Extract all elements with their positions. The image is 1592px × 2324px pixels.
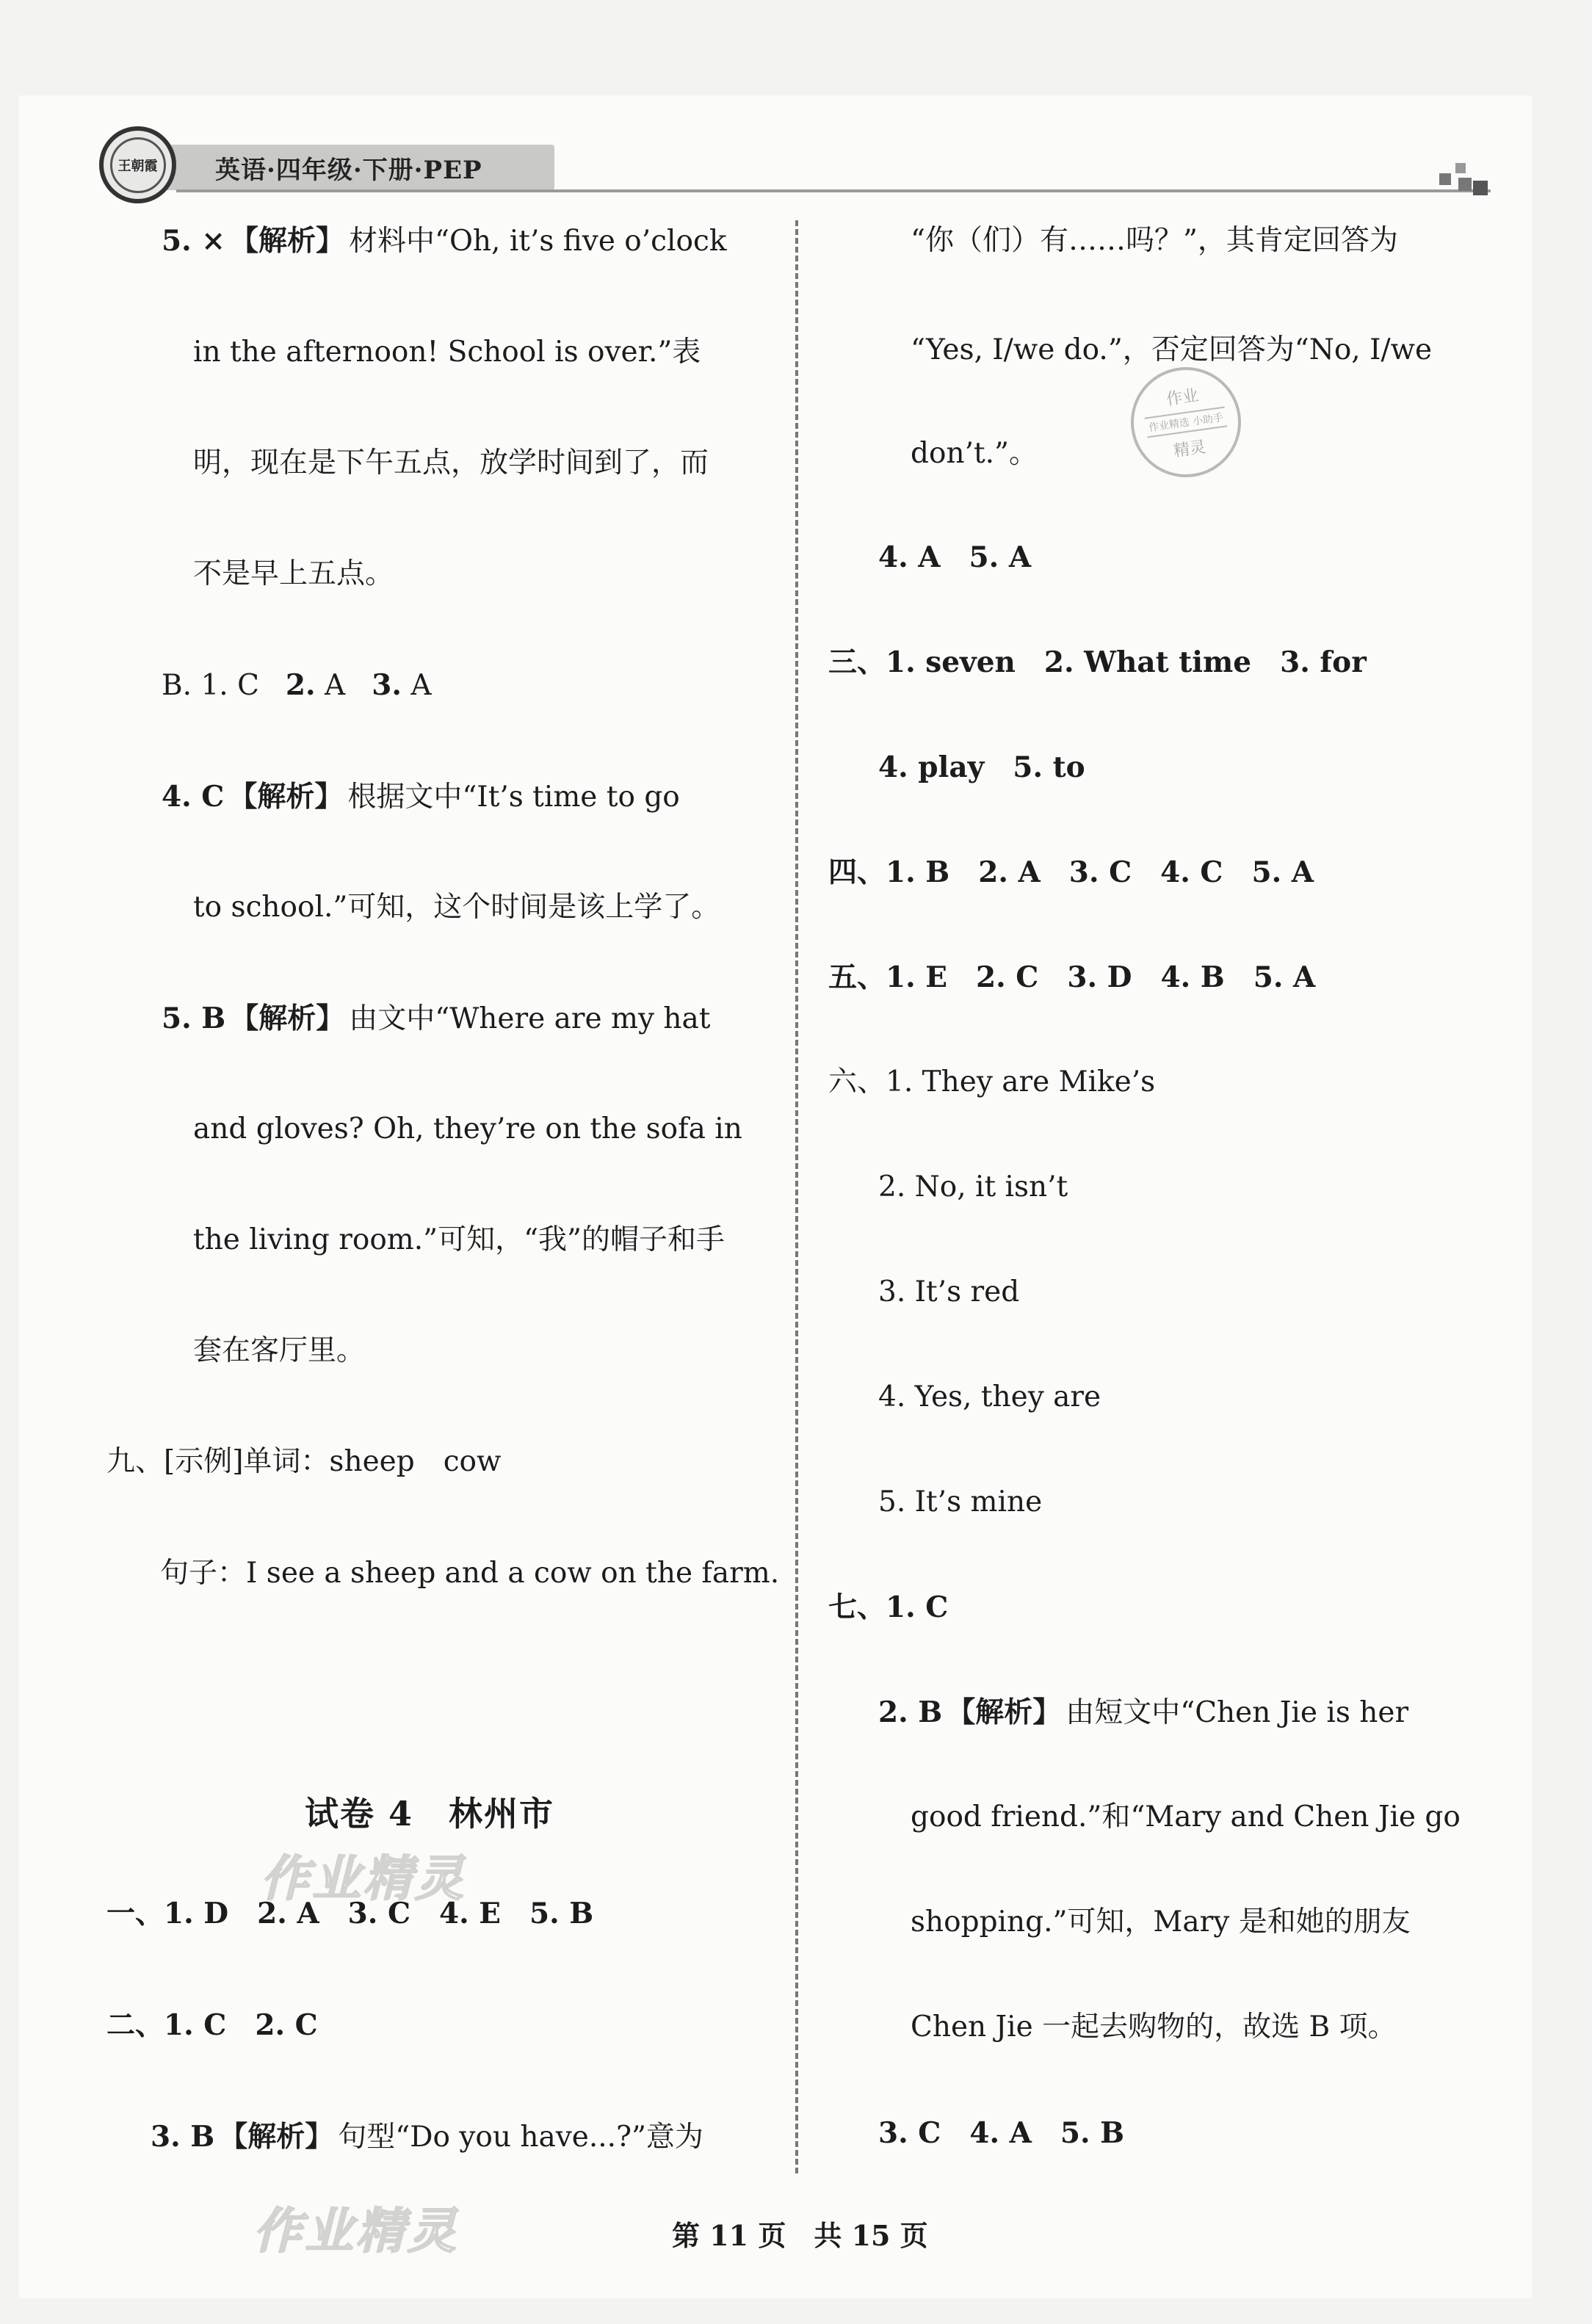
left-line-15: 二、1. C 2. C: [106, 2008, 318, 2042]
right-line-5: 三、1. seven 2. What time 3. for: [828, 645, 1367, 679]
left-line-2: in the afternoon! School is over.”表: [193, 336, 701, 369]
publisher-logo: [99, 126, 176, 203]
left-line-13: 句子：I see a sheep and a cow on the farm.: [160, 1557, 780, 1590]
right-line-13: 5. It’s mine: [878, 1485, 1043, 1518]
right-line-2: “Yes, I/we do.”，否定回答为“No, I/we: [911, 333, 1433, 366]
right-line-17: shopping.”可知，Mary 是和她的朋友: [911, 1905, 1411, 1939]
stamp-top: 作业: [1165, 386, 1200, 410]
header-banner: [158, 145, 554, 190]
left-line-8: 5. B 【解析】 由文中“Where are my hat: [162, 1002, 711, 1035]
left-line-14: 一、1. D 2. A 3. C 4. E 5. B: [106, 1897, 594, 1930]
right-line-4: 4. A 5. A: [878, 540, 1032, 574]
page-sheet: [19, 95, 1532, 2298]
header-title: 英语·四年级·下册·PEP: [215, 155, 482, 185]
page-footer: 第 11 页 共 15 页: [672, 2219, 928, 2252]
header-rule: [176, 189, 1491, 192]
corner-squares-icon: [1439, 160, 1491, 197]
right-line-18: Chen Jie 一起去购物的，故选 B 项。: [911, 2010, 1397, 2044]
left-line-3: 明，现在是下午五点，放学时间到了，而: [193, 446, 709, 479]
right-line-19: 3. C 4. A 5. B: [878, 2116, 1125, 2150]
right-line-7: 四、1. B 2. A 3. C 4. C 5. A: [828, 855, 1314, 889]
left-line-16: 3. B 【解析】 句型“Do you have...?”意为: [151, 2120, 703, 2154]
right-line-3: don’t.”。: [911, 437, 1038, 470]
right-line-10: 2. No, it isn’t: [878, 1170, 1068, 1203]
watermark-2: 作业精灵: [253, 2202, 459, 2259]
right-line-9: 六、1. They are Mike’s: [828, 1065, 1156, 1098]
right-line-12: 4. Yes, they are: [878, 1380, 1101, 1413]
left-line-10: the living room.”可知，“我”的帽子和手: [193, 1223, 725, 1256]
logo-text: 王朝霞: [110, 137, 166, 193]
left-line-12: 九、[示例]单词：sheep cow: [106, 1445, 502, 1478]
left-line-11: 套在客厅里。: [193, 1334, 366, 1367]
left-line-1: 5. × 【解析】 材料中“Oh, it’s five o’clock: [162, 224, 727, 258]
left-line-6: 4. C 【解析】 根据文中“It’s time to go: [162, 780, 680, 814]
stamp-mid: 作业精选 小助手: [1144, 406, 1227, 438]
left-line-5: B. 1. C 2. A 3. A: [162, 668, 432, 702]
stamp-bottom: 精灵: [1172, 438, 1207, 461]
section-title: 试卷 4 林州市: [305, 1794, 555, 1834]
right-line-16: good friend.”和“Mary and Chen Jie go: [911, 1800, 1461, 1834]
left-line-9: and gloves? Oh, they’re on the sofa in: [193, 1112, 742, 1145]
right-line-1: “你（们）有……吗？”，其肯定回答为: [911, 224, 1398, 257]
right-line-6: 4. play 5. to: [878, 750, 1085, 784]
right-line-14: 七、1. C: [828, 1590, 949, 1624]
left-line-4: 不是早上五点。: [193, 557, 394, 590]
watermark-1: 作业精灵: [261, 1850, 466, 1907]
column-divider: [795, 220, 798, 2173]
right-line-8: 五、1. E 2. C 3. D 4. B 5. A: [828, 960, 1316, 994]
left-line-7: to school.”可知，这个时间是该上学了。: [193, 891, 720, 924]
right-line-11: 3. It’s red: [878, 1275, 1020, 1308]
right-line-15: 2. B 【解析】 由短文中“Chen Jie is her: [878, 1695, 1409, 1729]
